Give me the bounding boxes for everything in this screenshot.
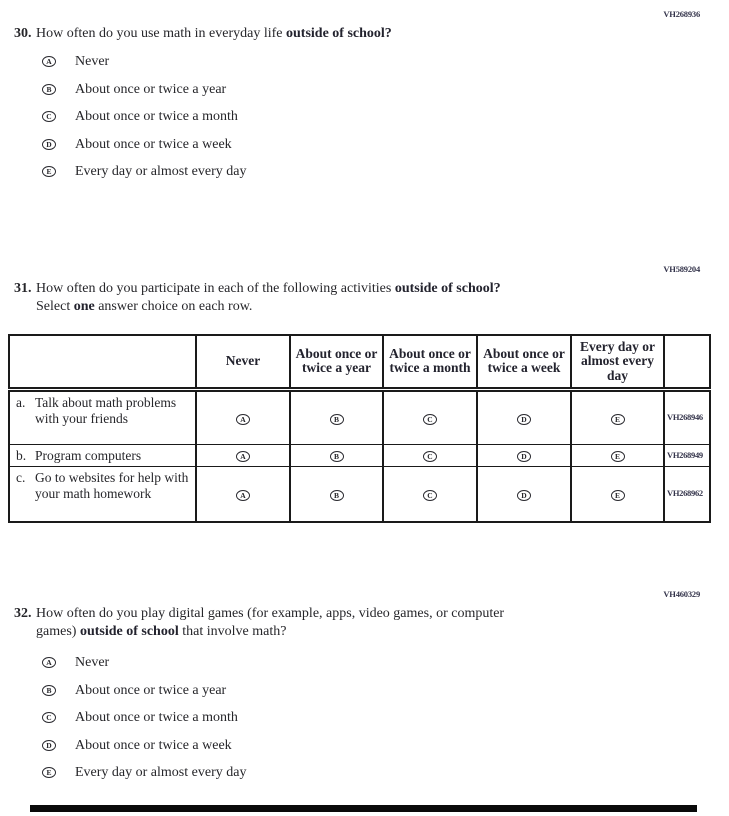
row-a-bubble-e-icon[interactable]: E [611, 414, 625, 425]
q32-option-c-label: About once or twice a month [75, 710, 238, 725]
q32-options [42, 654, 246, 792]
q31-text: How often do you participate in each of the following activities [36, 281, 395, 296]
q31-item-code: VH589204 [663, 264, 700, 274]
q30-option-d [42, 136, 246, 164]
q30-text-bold: outside of school? [286, 26, 392, 41]
header-once-twice-month: About once or twice a month [383, 335, 477, 389]
row-c-item-code: VH268962 [664, 466, 710, 522]
header-empty-code [664, 335, 710, 389]
q32-question-line2 [36, 623, 704, 641]
q32-option-b-label: About once or twice a year [75, 682, 227, 698]
q32-number: 32. [14, 606, 32, 621]
header-empty-label [9, 335, 196, 389]
q31-line2-bold: one [73, 299, 95, 314]
row-c-label-cell [9, 466, 196, 522]
q30-bubble-c-icon[interactable]: C [42, 111, 56, 122]
q30-number: 30. [14, 26, 32, 41]
q30-bubble-e-icon[interactable]: E [42, 166, 56, 177]
q31-question-line2 [36, 298, 704, 316]
q30-bubble-d-icon[interactable]: D [42, 139, 56, 150]
q30-option-c-label: About once or twice a month [75, 109, 238, 124]
q32-option-e [42, 764, 246, 792]
q32-bubble-e-icon[interactable]: E [42, 767, 56, 778]
q31-question-line1 [14, 280, 704, 298]
q32-option-a [42, 654, 246, 682]
table-row-c [9, 466, 710, 522]
row-c-label: Go to websites for help with your math homework [35, 469, 189, 501]
row-a-label: Talk about math problems with your friends [35, 394, 177, 426]
table-row-a [9, 389, 710, 444]
q30-options [42, 53, 246, 191]
q30-option-c [42, 108, 246, 136]
row-b-bubble-c-icon[interactable]: C [423, 451, 437, 462]
header-once-twice-week: About once or twice a week [477, 335, 571, 389]
q31-frequency-table [8, 334, 711, 523]
row-b-label-cell [9, 444, 196, 466]
q32-option-d-label: About once or twice a week [75, 737, 232, 753]
q32-bubble-c-icon[interactable]: C [42, 712, 56, 723]
q31-text-bold: outside of school? [394, 281, 501, 296]
q31-number: 31. [14, 281, 32, 296]
row-a-prefix: a. [16, 394, 26, 410]
q32-bubble-d-icon[interactable]: D [42, 740, 56, 751]
row-b-bubble-e-icon[interactable]: E [611, 451, 625, 462]
row-b-bubble-b-icon[interactable]: B [330, 451, 344, 462]
header-every-day: Every day or almost every day [571, 335, 664, 389]
row-c-bubble-a-icon[interactable]: A [236, 490, 250, 501]
q30-option-a [42, 53, 246, 81]
q32-option-d [42, 737, 246, 765]
row-c-bubble-e-icon[interactable]: E [611, 490, 625, 501]
q32-option-b [42, 682, 246, 710]
q32-bubble-b-icon[interactable]: B [42, 685, 56, 696]
table-header-row [9, 335, 710, 389]
header-never: Never [196, 335, 290, 389]
row-b-label: Program computers [35, 447, 142, 463]
q32-line2-pre: games) [36, 624, 80, 639]
row-a-bubble-a-icon[interactable]: A [236, 414, 250, 425]
page-footer-bar [30, 805, 697, 812]
q30-text: How often do you use math in everyday life [36, 26, 286, 41]
row-b-item-code: VH268949 [664, 444, 710, 466]
table-row-b [9, 444, 710, 466]
row-a-bubble-b-icon[interactable]: B [330, 414, 344, 425]
q30-option-e [42, 163, 246, 191]
row-b-bubble-d-icon[interactable]: D [517, 451, 531, 462]
q32-bubble-a-icon[interactable]: A [42, 657, 56, 668]
q30-bubble-a-icon[interactable]: A [42, 56, 56, 67]
row-c-bubble-c-icon[interactable]: C [423, 490, 437, 501]
row-c-prefix: c. [16, 469, 26, 485]
q30-item-code: VH268936 [663, 9, 700, 19]
q30-option-b-label: About once or twice a year [75, 81, 227, 97]
q30-option-e-label: Every day or almost every day [75, 164, 247, 179]
q32-line2-bold: outside of school [79, 624, 179, 639]
row-b-prefix: b. [16, 447, 27, 463]
q30-bubble-b-icon[interactable]: B [42, 84, 56, 95]
q32-item-code: VH460329 [663, 589, 700, 599]
q31-line2-post: answer choice on each row. [94, 299, 253, 314]
q30-option-b [42, 81, 246, 109]
q31-line2-pre: Select [36, 299, 74, 314]
row-b-bubble-a-icon[interactable]: A [236, 451, 250, 462]
q30-question [14, 25, 704, 43]
q30-option-d-label: About once or twice a week [75, 136, 232, 152]
row-a-item-code: VH268946 [664, 389, 710, 444]
row-a-label-cell [9, 389, 196, 444]
q32-option-c [42, 709, 246, 737]
q32-line2-post: that involve math? [178, 624, 287, 639]
header-once-twice-year: About once or twice a year [290, 335, 383, 389]
q32-text-line1: How often do you play digital games (for example, apps, video games, or computer [36, 606, 505, 621]
q32-option-e-label: Every day or almost every day [75, 765, 247, 780]
row-a-bubble-c-icon[interactable]: C [423, 414, 437, 425]
row-c-bubble-d-icon[interactable]: D [517, 490, 531, 501]
q32-option-a-label: Never [75, 655, 110, 670]
q30-option-a-label: Never [75, 54, 110, 69]
row-c-bubble-b-icon[interactable]: B [330, 490, 344, 501]
q32-question-line1 [14, 605, 704, 623]
row-a-bubble-d-icon[interactable]: D [517, 414, 531, 425]
